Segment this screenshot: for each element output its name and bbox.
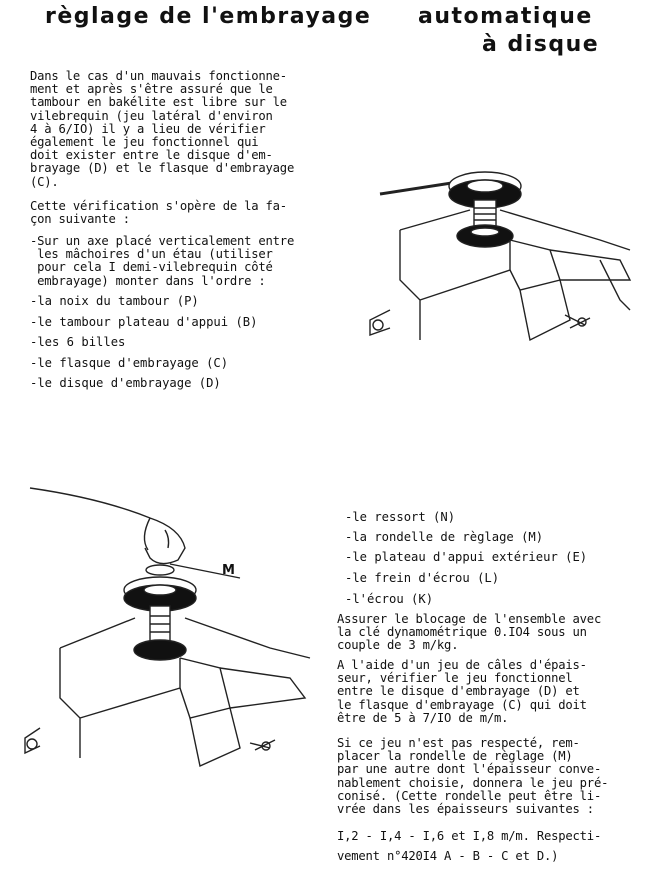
- page-title-part1: règlage de l'embrayage: [45, 4, 372, 29]
- left-list-item: -le tambour plateau d'appui (B): [30, 315, 258, 329]
- figure-label-m: M: [222, 563, 235, 578]
- vise-hand-figure-2: [20, 478, 320, 768]
- right-list-item: -la rondelle de règlage (M): [345, 530, 544, 544]
- left-paragraph-2: Cette vérification s'opère de la fa- çon suivante :: [30, 199, 287, 227]
- right-paragraph-1: Assurer le blocage de l'ensemble avec la clé dynamométrique 0.IO4 sous un couple de 3 m/kg.: [337, 612, 602, 653]
- left-paragraph-3: -Sur un axe placé verticalement entre les mâchoires d'un étau (utiliser pour cela I demi-vilebrequin côté embrayage) monter dans l'ordre :: [30, 234, 295, 288]
- right-list-item: -le plateau d'appui extérieur (E): [345, 550, 588, 564]
- left-list-item: -le flasque d'embrayage (C): [30, 356, 229, 370]
- right-list-item: -le frein d'écrou (L): [345, 571, 500, 585]
- left-list-item: -le disque d'embrayage (D): [30, 376, 221, 390]
- right-paragraph-2: A l'aide d'un jeu de câles d'épais- seur, vérifier le jeu fonctionnel entre le disque d'embrayage (D) et le flasque d'embrayage (C) qui doit être de 5 à 7/IO de m/m.: [337, 658, 587, 725]
- left-list-item: -les 6 billes: [30, 335, 126, 349]
- vise-clutch-figure-1: [360, 150, 640, 350]
- right-paragraph-3: Si ce jeu n'est pas respecté, rem- placer la rondelle de règlage (M) par une autre dont l'épaisseur conve- nablement choisie, donnera le jeu pré- conisé. (Cette rondelle peut être li- vrée dans les épaisseurs suivantes :: [337, 736, 609, 817]
- page-title-part2: automatique: [418, 4, 593, 29]
- left-paragraph-1: Dans le cas d'un mauvais fonctionne- ment et après s'être assuré que le tambour en bakélite est libre sur le vilebrequin (jeu latéral d'environ 4 à 6/IO) il y a lieu de vérifier également le jeu fonctionnel qui doit exister entre le disque d'em- brayage (D) et le flasque d'embrayage (C).: [30, 69, 295, 189]
- page-title-line2: à disque: [482, 32, 600, 57]
- right-paragraph-4: I,2 - I,4 - I,6 et I,8 m/m. Respecti- vement n°420I4 A - B - C et D.): [337, 829, 602, 863]
- right-list-item: -le ressort (N): [345, 510, 456, 524]
- right-list-item: -l'écrou (K): [345, 592, 434, 606]
- left-list-item: -la noix du tambour (P): [30, 294, 199, 308]
